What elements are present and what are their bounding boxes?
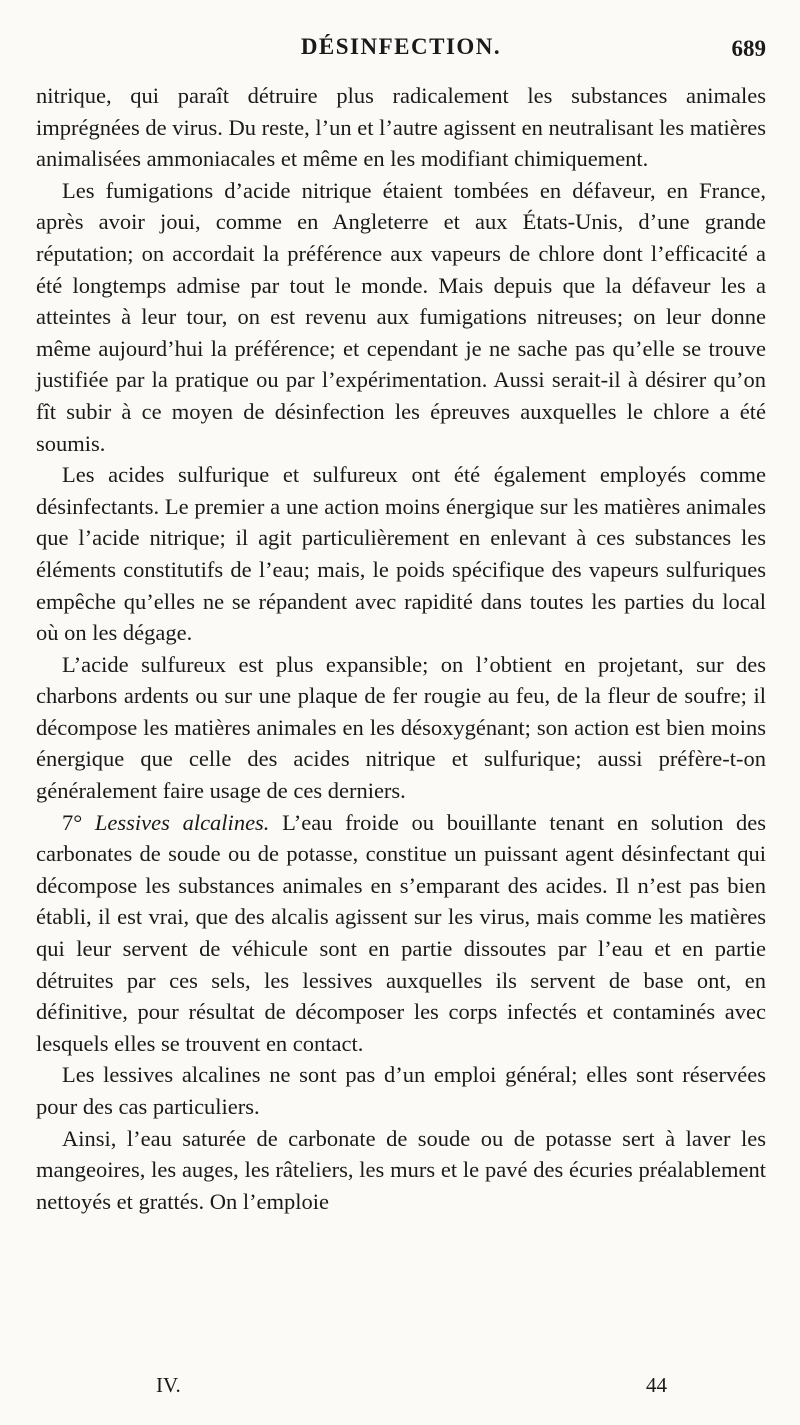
paragraph-emploi: Les lessives alcalines ne sont pas d’un emploi général; elles sont réservées pour des cas particuliers.: [36, 1062, 766, 1119]
paragraph-ainsi: Ainsi, l’eau saturée de carbonate de soude ou de potasse sert à laver les mangeoires, les auges, les râteliers, les murs et le pavé des écuries préalablement nettoyés et grattés. On l’emploie: [36, 1125, 766, 1214]
item-heading: Lessives alcalines.: [94, 809, 270, 835]
paragraph-lessives: [36, 807, 766, 1060]
paragraph-acide-sulfureux: L’acide sulfureux est plus expansible; on l’obtient en projetant, sur des charbons ardents ou sur une plaque de fer rougie au feu, de la fleur de soufre; il décompose les matières animales en les désoxygénant; son action est bien moins énergique que celle des acides nitrique et sulfurique; aussi préfère-t-on généralement faire usage de ces derniers.: [36, 651, 766, 804]
signature-mark: IV.: [156, 1373, 181, 1397]
paragraph-acides-sulfuriques: Les acides sulfurique et sulfureux ont été également employés comme désinfectants. Le premier a une action moins énergique sur les matières animales que l’acide nitrique; il agit particulièrement en enlevant à ces substances les éléments constitutifs de l’eau; mais, le poids spécifique des vapeurs sulfuriques empêche qu’elles ne se répandent avec rapidité dans toutes les parties du local où on les dégage.: [36, 462, 766, 646]
paragraph-fumigations: Les fumigations d’acide nitrique étaient tombées en défaveur, en France, après avoir joui, comme en Angleterre et aux États-Unis, d’une grande réputation; on accordait la préférence aux vapeurs de chlore dont l’efficacité a été longtemps admise par tout le monde. Mais depuis que la défaveur les a atteintes à leur tour, on est revenu aux fumigations nitreuses; on leur donne même aujourd’hui la préférence; et cependant je ne sache pas qu’elle se trouve justifiée par la pratique ou par l’expérimentation. Aussi serait-il à désirer qu’on fît subir à ce moyen de désinfection les épreuves auxquelles le chlore a été soumis.: [36, 177, 766, 456]
page-footer: [36, 1373, 766, 1407]
body-text: [36, 80, 766, 1217]
page-number: 689: [731, 36, 766, 61]
running-head: [36, 34, 766, 74]
item-number: 7°: [62, 809, 83, 835]
paragraph-continued: nitrique, qui paraît détruire plus radicalement les substances animales imprégnées de virus. Du reste, l’un et l’autre agissent en neutralisant les matières animalisées ammoniacales et même en les modifiant chimiquement.: [36, 83, 766, 172]
running-title: DÉSINFECTION.: [300, 34, 502, 59]
item-text: L’eau froide ou bouillante tenant en solution des carbonates de soude ou de potasse, constitue un puissant agent désinfectant qui décompose les substances animales en s’emparant des acides. Il n’est pas bien établi, il est vrai, que des alcalis agissent sur les virus, mais comme les matières qui leur servent de véhicule sont en partie dissoutes par l’eau et en partie détruites par ces sels, les lessives auxquelles ils servent de base ont, en définitive, pour résultat de décomposer les corps infectés et contaminés avec lesquels elles se trouvent en contact.: [36, 809, 767, 1056]
sheet-number: 44: [646, 1373, 667, 1397]
